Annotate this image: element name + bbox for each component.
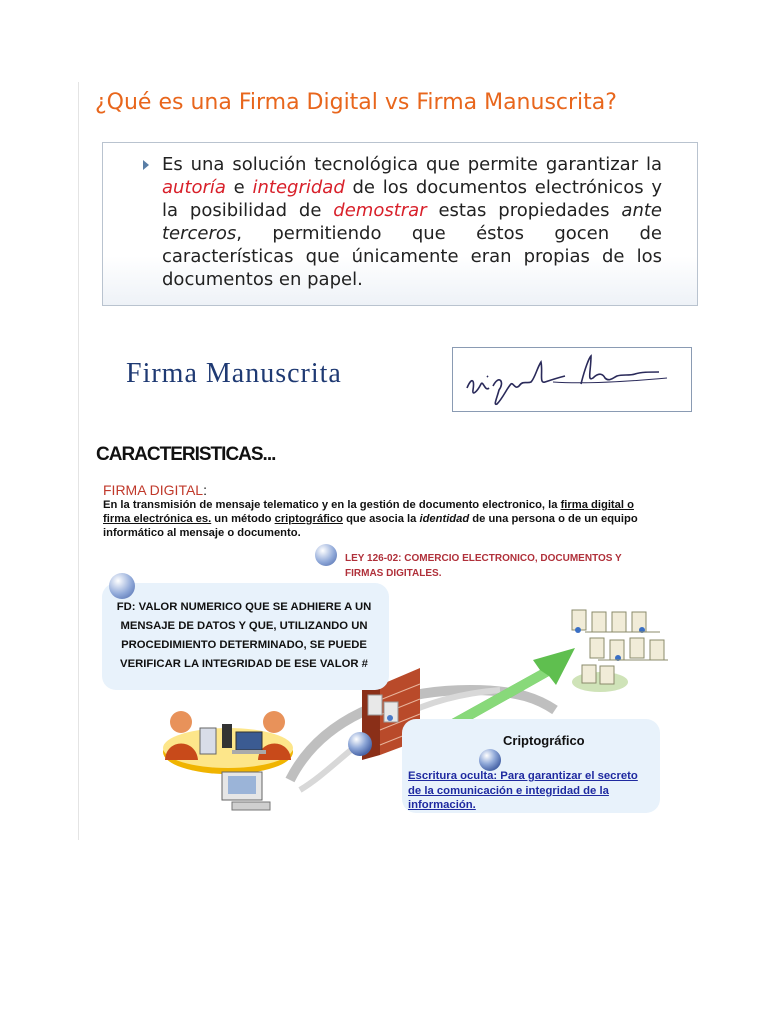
criptografico-text: Escritura oculta: Para garantizar el secreto de la comunicación e integridad de la información. <box>408 770 638 811</box>
page-title: ¿Qué es una Firma Digital vs Firma Manuscrita? <box>95 90 617 115</box>
definition-text: Es una solución tecnológica que permite garantizar la autoría e integridad de los documentos electrónicos y la posibilidad de demostrar estas propiedades ante terceros, permitiendo que éstos gocen de características que únicamente eran propias de los documentos en papel. <box>162 154 662 290</box>
caracteristicas-heading: CARACTERISTICAS... <box>96 444 276 465</box>
firma-digital-heading: FIRMA DIGITAL: <box>103 482 207 498</box>
firma-manuscrita-label: Firma Manuscrita <box>126 358 342 389</box>
criptografico-title: Criptográfico <box>503 733 585 748</box>
fd-note-text: FD: VALOR NUMERICO QUE SE ADHIERE A UN MENSAJE DE DATOS Y QUE, UTILIZANDO UN PROCEDIMIENTO DETERMINADO, SE PUEDE VERIFICAR LA INTEGRIDAD DE ESE VALOR # <box>116 601 372 670</box>
firma-digital-description: En la transmisión de mensaje telematico y en la gestión de documento electronico, la firma digital o firma electrónica es. un método criptográfico que asocia la identidad de una persona o de un equipo informático al mensaje o documento. <box>103 499 638 539</box>
bubble-icon <box>348 732 372 756</box>
bubble-icon <box>479 749 501 771</box>
ley-reference: LEY 126-02: COMERCIO ELECTRONICO, DOCUMENTOS Y FIRMAS DIGITALES. <box>345 553 622 579</box>
